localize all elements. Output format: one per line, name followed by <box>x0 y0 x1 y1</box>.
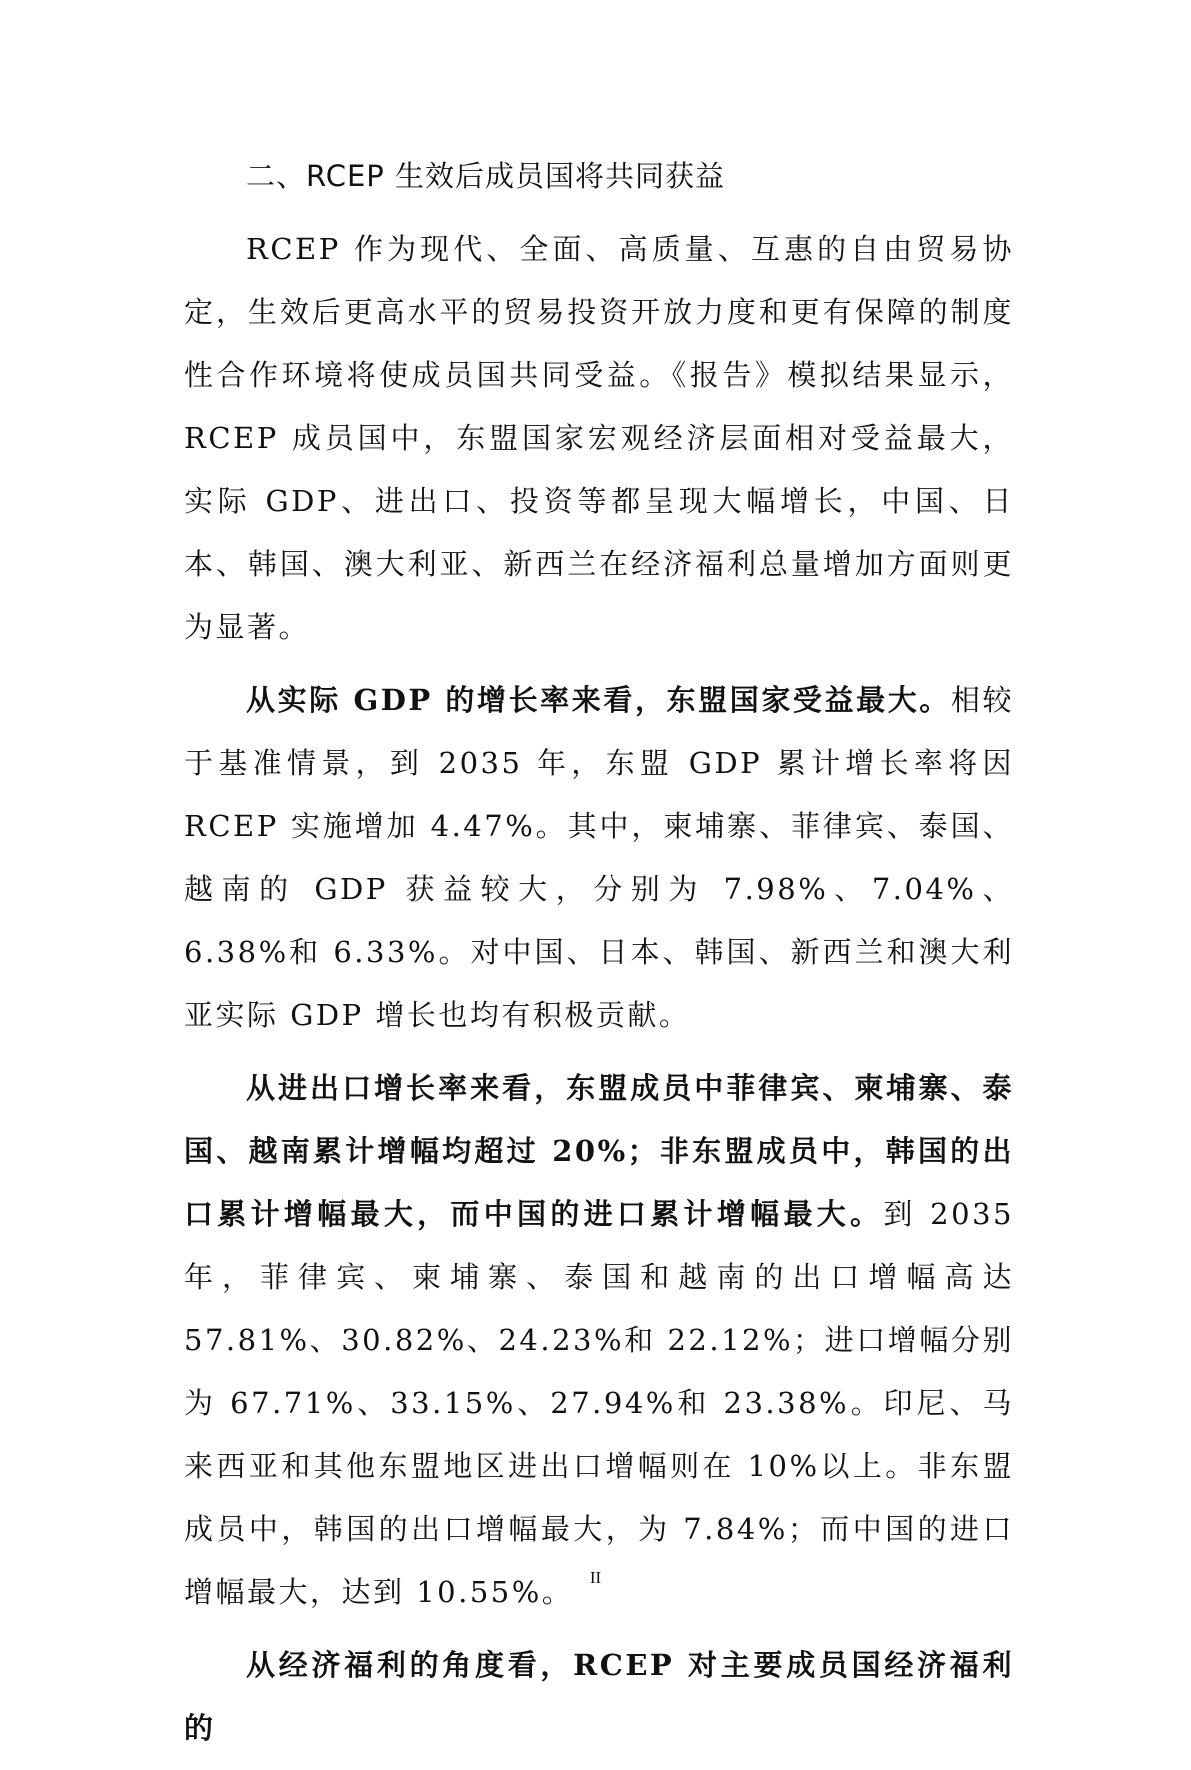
page-number: II <box>589 1568 602 1587</box>
page-content <box>184 156 1014 1770</box>
paragraph-trade-growth-body: 到 2035 年，菲律宾、柬埔寨、泰国和越南的出口增幅高达 57.81%、30.82%、24.23%和 22.12%；进口增幅分别为 67.71%、33.15%、27.94%和 23.38%。印尼、马来西亚和其他东盟地区进出口增幅则在 10%以上。非东盟成员中，韩国的出口增幅最大，为 7.84%；而中国的进口增幅最大，达到 10.55%。 <box>184 1197 1014 1609</box>
paragraph-rcep-overview: RCEP 作为现代、全面、高质量、互惠的自由贸易协定，生效后更高水平的贸易投资开放力度和更有保障的制度性合作环境将使成员国共同受益。《报告》模拟结果显示，RCEP 成员国中，东盟国家宏观经济层面相对受益最大，实际 GDP、进出口、投资等都呈现大幅增长，中国、日本、韩国、澳大利亚、新西兰在经济福利总量增加方面则更为显著。 <box>184 232 1014 644</box>
section-heading: 二、RCEP 生效后成员国将共同获益 <box>246 159 725 193</box>
paragraph-economic-welfare <box>184 1634 1014 1760</box>
paragraph-trade-growth <box>184 1057 1014 1624</box>
paragraph-economic-welfare-lead: 从经济福利的角度看，RCEP 对主要成员国经济福利的 <box>184 1648 1014 1745</box>
paragraph-gdp-growth <box>184 669 1014 1047</box>
paragraph-gdp-growth-lead: 从实际 GDP 的增长率来看，东盟国家受益最大。 <box>246 683 951 717</box>
paragraph-trade-growth-lead: 从进出口增长率来看，东盟成员中菲律宾、柬埔寨、泰国、越南累计增幅均超过 20%；非东盟成员中，韩国的出口累计增幅最大，而中国的进口累计增幅最大。 <box>184 1071 1014 1231</box>
paragraph-gdp-growth-body: 相较于基准情景，到 2035 年，东盟 GDP 累计增长率将因 RCEP 实施增加 4.47%。其中，柬埔寨、菲律宾、泰国、越南的 GDP 获益较大，分别为 7.98%、7.04%、6.38%和 6.33%。对中国、日本、韩国、新西兰和澳大利亚实际 GDP 增长也均有积极贡献。 <box>184 683 1014 1032</box>
